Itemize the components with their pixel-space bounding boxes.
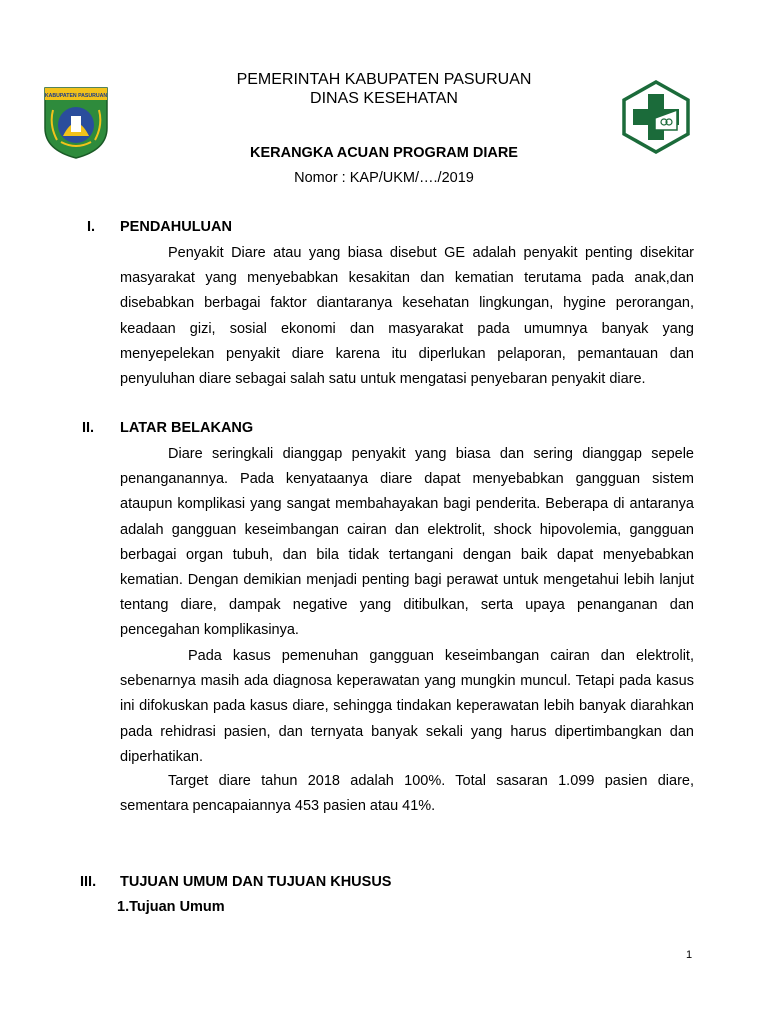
header-line-2: DINAS KESEHATAN — [310, 90, 458, 107]
section-title: LATAR BELAKANG — [120, 420, 254, 436]
section-title: PENDAHULUAN — [120, 219, 232, 235]
section-number: I. — [87, 219, 96, 235]
section-number: III. — [80, 874, 97, 890]
paragraph: Pada kasus pemenuhan gangguan keseimbangan cairan dan elektrolit, sebenarnya masih ada diagnosa keperawatan yang mungkin muncul. Tetapi pada kasus ini difokuskan pada kasus diare, sehingga tindakan keperawatan lebih banyak diarahkan pada rehidrasi pasien, dan ternyata banyak sekali yang harus dipertimbangkan dan diperhatikan. — [120, 648, 694, 765]
page-number: 1 — [686, 949, 693, 961]
subheading: 1.Tujuan Umum — [117, 899, 225, 915]
document-title: KERANGKA ACUAN PROGRAM DIARE — [250, 145, 518, 161]
header-line-1: PEMERINTAH KABUPATEN PASURUAN — [236, 71, 532, 88]
paragraph: Penyakit Diare atau yang biasa disebut GE adalah penyakit penting disekitar masyarakat yang menyebabkan kesakitan dan kematian terutama pada anak,dan disebabkan berbagai faktor diantaranya kesehatan lingkungan, hygine perorangan, keadaan gizi, sosial ekonomi dan masyarakat pada umumnya banyak yang menyepelekan penyakit diare karena itu diperlukan pelaporan, pemantauan dan penyuluhan diare sebagai salah satu untuk mengatasi penyebaran penyakit diare. — [120, 245, 694, 388]
section-number: II. — [82, 420, 95, 436]
paragraph: Diare seringkali dianggap penyakit yang biasa dan sering dianggap sepele penanganannya. Pada kenyataanya diare dapat menyebabkan gangguan sistem ataupun komplikasi yang sangat membahayakan bagi penderita. Beberapa di antaranya adalah gangguan keseimbangan cairan dan elektrolit, shock hipovolemia, gangguan berbagai organ tubuh, dan bila tidak tertangani dengan baik dapat menyebabkan kematian. Dengan demikian menjadi penting bagi perawat untuk mengetahui lebih lanjut tentang diare, dampak negative yang ditibulkan, serta upaya penanganan dan pencegahan komplikasinya. — [120, 446, 694, 639]
paragraph: Target diare tahun 2018 adalah 100%. Total sasaran 1.099 pasien diare, sementara pencapaiannya 453 pasien atau 41%. — [120, 773, 694, 815]
emblem-label: KABUPATEN PASURUAN — [44, 93, 108, 99]
section-title: TUJUAN UMUM DAN TUJUAN KHUSUS — [120, 874, 392, 890]
document-number: Nomor : KAP/UKM/…./2019 — [294, 170, 474, 186]
